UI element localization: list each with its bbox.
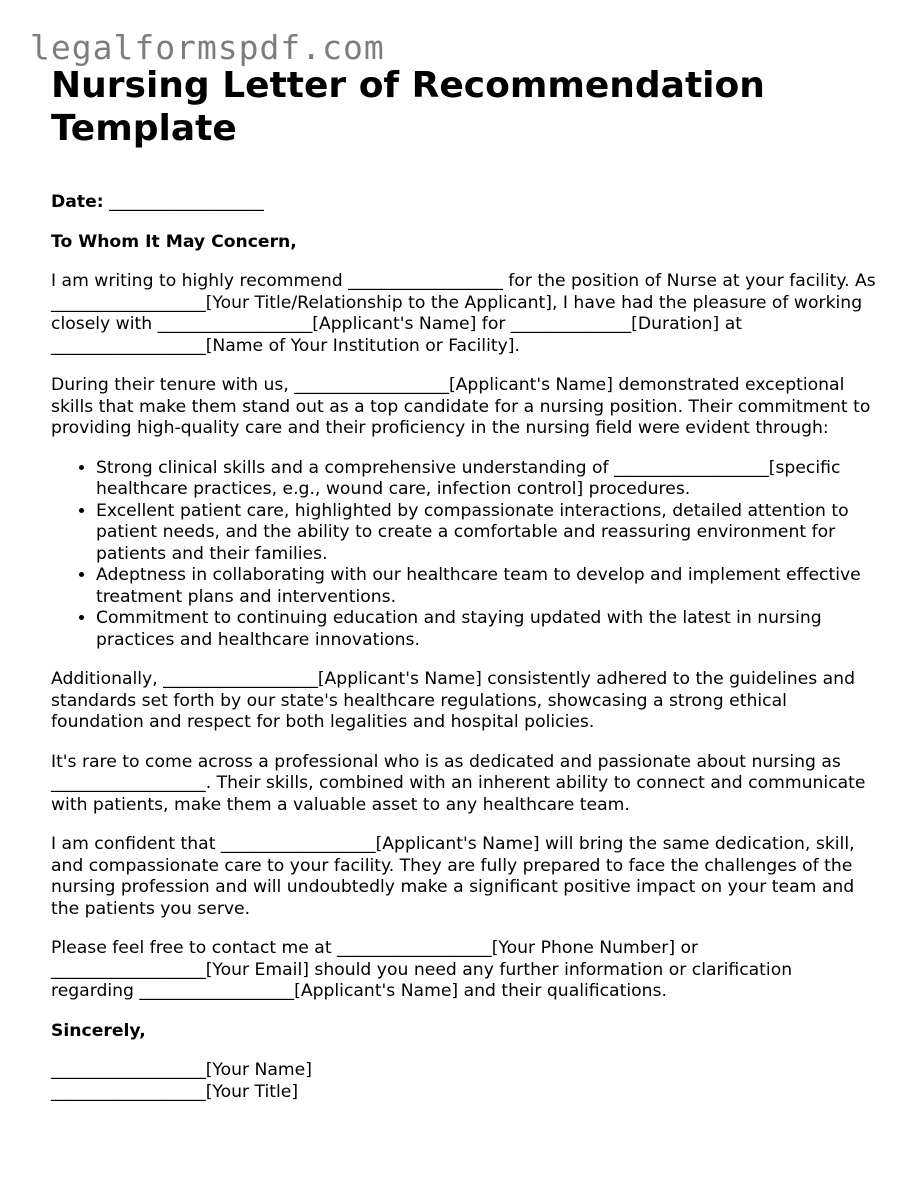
- date-line: [51, 192, 876, 214]
- letter-document: [51, 64, 876, 1103]
- paragraph-contact: Please feel free to contact me at __________________[Your Phone Number] or __________________[Your Email] should you need any further information or clarification regarding __________________[Applicant's Name] and their qualifications.: [51, 938, 793, 1001]
- date-blank: __________________: [109, 192, 264, 212]
- paragraph-confident: I am confident that __________________[Applicant's Name] will bring the same dedication, skill, and compassionate care to your facility. They are fully prepared to face the challenges of the nursing profession and will undoubtedly make a significant positive impact on your team and the patients you serve.: [51, 834, 855, 919]
- list-item: • Commitment to continuing education and staying updated with the latest in nursing practices and healthcare innovations.: [96, 608, 876, 651]
- paragraph-tenure: During their tenure with us, __________________[Applicant's Name] demonstrated exceptional skills that make them stand out as a top candidate for a nursing position. Their commitment to providing high-quality care and their proficiency in the nursing field were evident through:: [51, 375, 871, 438]
- watermark-text: legalformspdf.com: [30, 28, 385, 67]
- signature-name-line: __________________[Your Name]: [51, 1060, 312, 1080]
- list-item: • Excellent patient care, highlighted by compassionate interactions, detailed attention to patient needs, and the ability to create a comfortable and reassuring environment for patients and their families.: [96, 501, 876, 566]
- paragraph-rare: It's rare to come across a professional who is as dedicated and passionate about nursing as __________________. Their skills, combined with an inherent ability to connect and communicate with patients, make them a valuable asset to any healthcare team.: [51, 751, 866, 815]
- list-item: • Strong clinical skills and a comprehensive understanding of __________________[specific healthcare practices, e.g., wound care, infection control] procedures.: [96, 458, 876, 501]
- closing: Sincerely,: [51, 1020, 146, 1041]
- list-item: • Adeptness in collaborating with our healthcare team to develop and implement effective treatment plans and interventions.: [96, 565, 876, 608]
- paragraph-intro: I am writing to highly recommend __________________ for the position of Nurse at your facility. As __________________[Your Title/Relationship to the Applicant], I have had the pleasure of working closely with __________________[Applicant's Name] for ______________[Duration] at __________________[Name of Your Institution or Facility].: [51, 271, 876, 356]
- paragraph-additionally: Additionally, __________________[Applicant's Name] consistently adhered to the guidelines and standards set forth by our state's healthcare regulations, showcasing a strong ethical foundation and respect for both legalities and hospital policies.: [51, 669, 855, 732]
- signature-title-line: __________________[Your Title]: [51, 1081, 299, 1102]
- date-label: Date:: [51, 192, 104, 212]
- signature-block: [51, 1060, 876, 1103]
- skills-list: [51, 458, 876, 652]
- salutation: To Whom It May Concern,: [51, 231, 297, 252]
- document-title: Nursing Letter of Recommendation Template: [51, 65, 765, 149]
